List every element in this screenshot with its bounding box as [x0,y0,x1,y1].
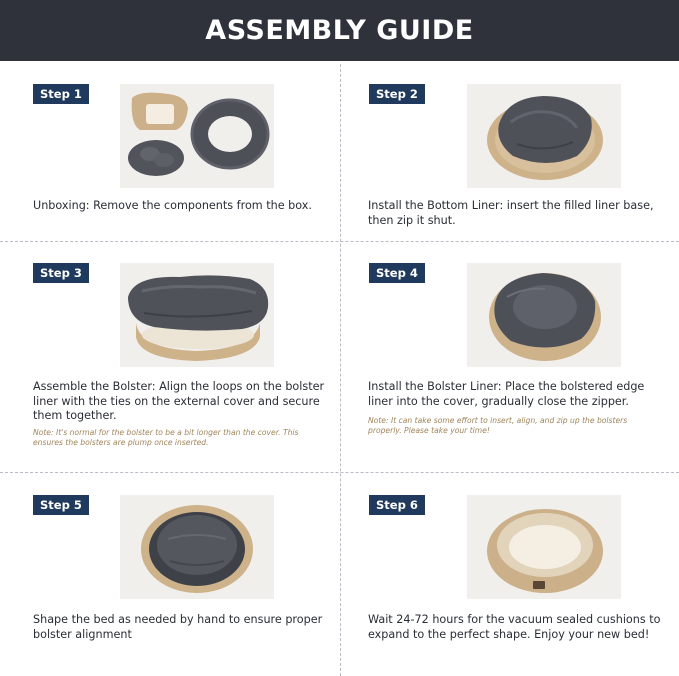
step-2-panel [340,61,679,241]
step-1-badge: Step 1 [33,84,89,104]
step-2-description: Install the Bottom Liner: insert the filled liner base, then zip it shut. [368,199,654,227]
step-5-panel [0,473,339,676]
step-5-description: Shape the bed as needed by hand to ensure proper bolster alignment [33,613,323,641]
step-5-photo [120,495,274,599]
header-bar [0,0,679,61]
step-4-panel [340,242,679,472]
step-2-photo [467,84,621,188]
step-3-note: Note: It's normal for the bolster to be a bit longer than the cover. This ensures the bolsters are plump once inserted. [33,428,299,447]
step-1-panel [0,61,339,241]
step-3-photo [120,263,274,367]
step-2-badge: Step 2 [369,84,425,104]
step-3-badge: Step 3 [33,263,89,283]
step-1-photo [120,84,274,188]
step-6-photo [467,495,621,599]
step-4-note: Note: It can take some effort to insert, align, and zip up the bolsters properly. Please take your time! [368,416,628,435]
step-6-panel [340,473,679,676]
step-3-description: Assemble the Bolster: Align the loops on the bolster liner with the ties on the external cover and secure them together. [33,380,325,422]
step-6-description: Wait 24-72 hours for the vacuum sealed cushions to expand to the perfect shape. Enjoy your new bed! [368,613,661,641]
step-5-badge: Step 5 [33,495,89,515]
step-4-description: Install the Bolster Liner: Place the bolstered edge liner into the cover, gradually close the zipper. [368,380,645,408]
step-4-badge: Step 4 [369,263,425,283]
step-3-panel [0,242,339,472]
step-4-photo [467,263,621,367]
step-1-description: Unboxing: Remove the components from the box. [33,199,312,212]
page-title: ASSEMBLY GUIDE [205,15,474,46]
step-6-badge: Step 6 [369,495,425,515]
